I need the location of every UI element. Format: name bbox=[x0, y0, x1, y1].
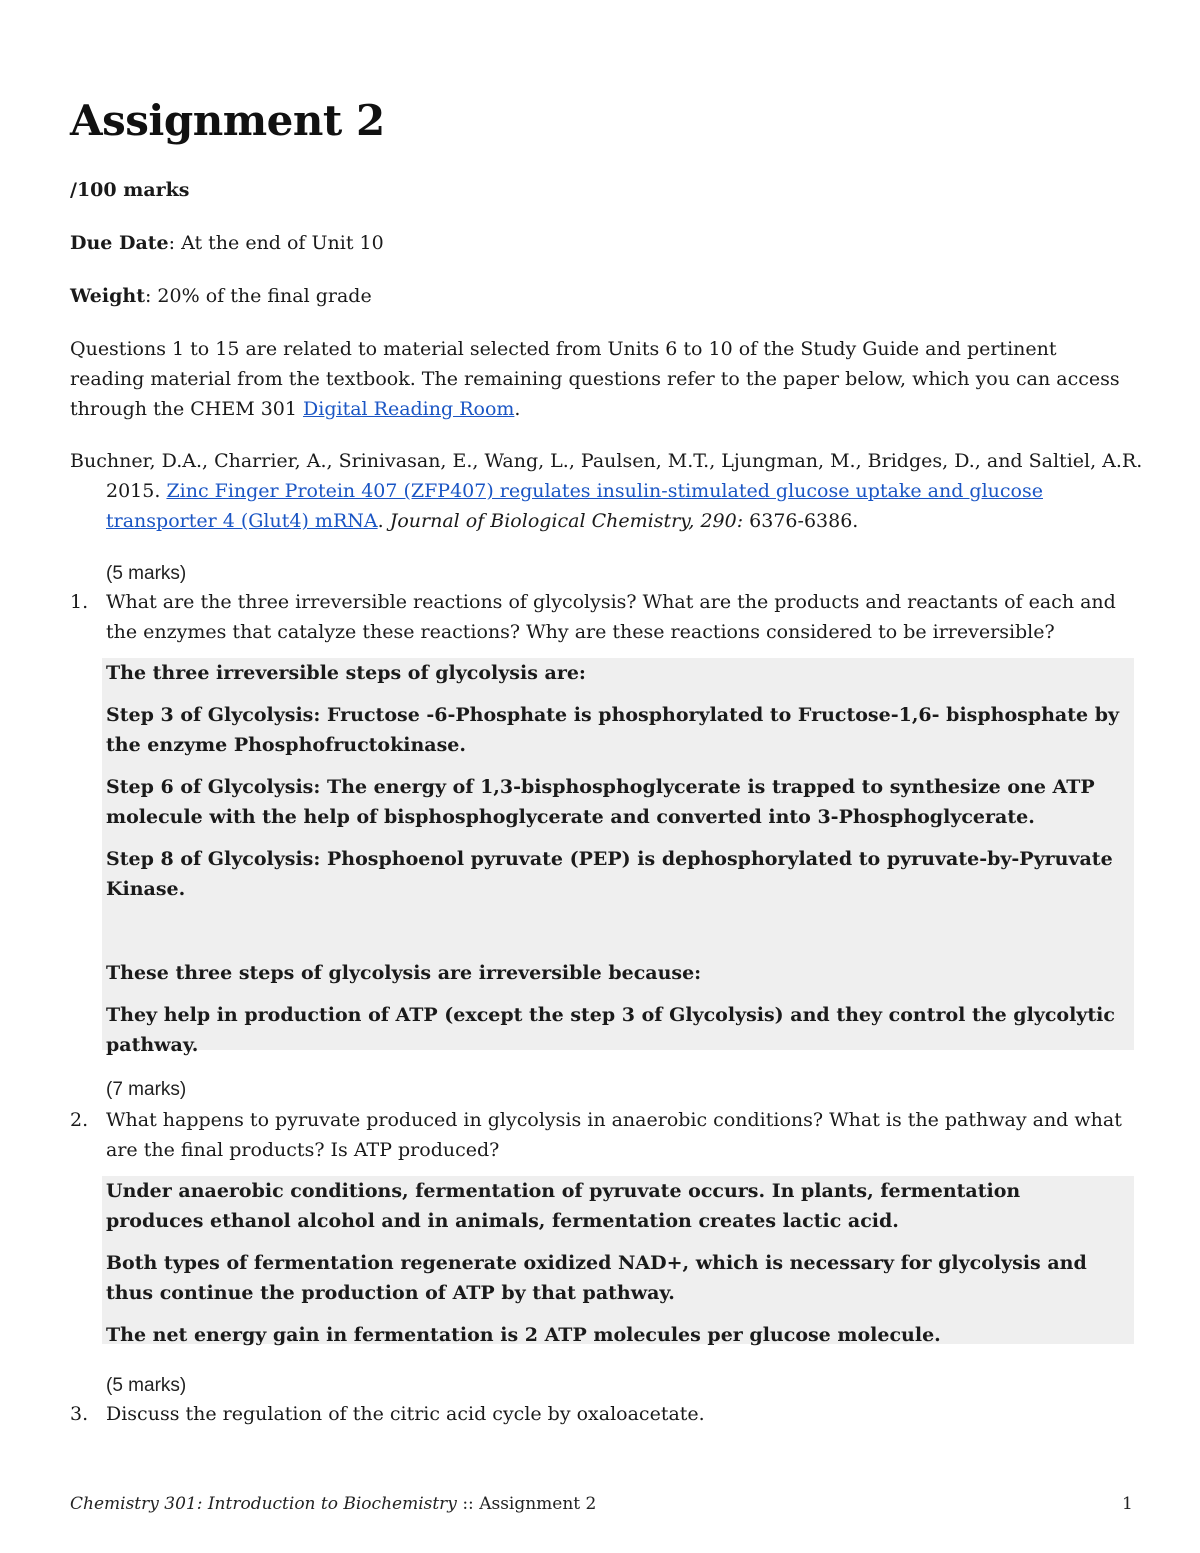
page-number: 1 bbox=[1122, 1494, 1133, 1514]
question-2-number: 2. bbox=[70, 1109, 89, 1131]
due-date-line bbox=[70, 228, 384, 258]
answer-1-step-6: Step 6 of Glycolysis: The energy of 1,3-bisphosphoglycerate is trapped to synthesize one ATP molecule with the help of bisphosphoglycerate and converted into 3-Phosphoglycerate. bbox=[106, 776, 1095, 828]
question-1-number: 1. bbox=[70, 591, 89, 613]
citation-journal: Journal of Biological Chemistry, 290: bbox=[389, 510, 744, 532]
question-3-text: Discuss the regulation of the citric acid cycle by oxaloacetate. bbox=[106, 1403, 705, 1425]
answer-1-intro: The three irreversible steps of glycolysis are: bbox=[106, 662, 586, 684]
question-1-text: What are the three irreversible reactions of glycolysis? What are the products and reactants of each and the enzymes that catalyze these reactions? Why are these reactions considered to be irreversible? bbox=[106, 591, 1116, 643]
answer-1-reason-heading: These three steps of glycolysis are irreversible because: bbox=[106, 962, 702, 984]
question-1-answer bbox=[102, 658, 1134, 1056]
citation-after-link: . bbox=[377, 510, 390, 532]
footer-course: Chemistry 301: Introduction to Biochemistry bbox=[70, 1494, 457, 1514]
intro-end: . bbox=[514, 398, 521, 420]
footer-assignment: Assignment 2 bbox=[479, 1494, 597, 1514]
answer-1-blank bbox=[106, 916, 1134, 946]
question-2-answer bbox=[102, 1176, 1134, 1344]
citation-authors: Buchner, D.A., Charrier, A., Srinivasan, E., Wang, L., Paulsen, M.T., Ljungman, M., Bridges, D., and Saltiel, A.R. 2015. bbox=[70, 450, 1143, 502]
weight-label: Weight bbox=[70, 285, 145, 307]
answer-2-nad: Both types of fermentation regenerate oxidized NAD+, which is necessary for glycolysis and thus continue the production of ATP by that pathway. bbox=[106, 1252, 1087, 1304]
answer-2-net-energy: The net energy gain in fermentation is 2 ATP molecules per glucose molecule. bbox=[106, 1324, 941, 1346]
answer-1-step-8: Step 8 of Glycolysis: Phosphoenol pyruvate (PEP) is dephosphorylated to pyruvate-by-Pyruvate Kinase. bbox=[106, 848, 1113, 900]
citation bbox=[70, 446, 1146, 536]
answer-1-step-3: Step 3 of Glycolysis: Fructose -6-Phosphate is phosphorylated to Fructose-1,6- bisphosphate by the enzyme Phosphofructokinase. bbox=[106, 704, 1120, 756]
answer-2-fermentation: Under anaerobic conditions, fermentation of pyruvate occurs. In plants, fermentation produces ethanol alcohol and in animals, fermentation creates lactic acid. bbox=[106, 1180, 1021, 1232]
question-2-marks: (7 marks) bbox=[106, 1079, 187, 1100]
intro-text: Questions 1 to 15 are related to material selected from Units 6 to 10 of the Study Guide and pertinent reading material from the textbook. The remaining questions refer to the paper below, which you can access through the CHEM 301 bbox=[70, 338, 1120, 420]
weight-line bbox=[70, 281, 372, 311]
page-footer bbox=[70, 1494, 596, 1514]
question-3-number: 3. bbox=[70, 1403, 89, 1425]
intro-paragraph bbox=[70, 334, 1130, 424]
weight-value: : 20% of the final grade bbox=[144, 285, 372, 307]
question-3-marks: (5 marks) bbox=[106, 1375, 187, 1396]
due-date-label: Due Date bbox=[70, 232, 169, 254]
answer-1-reason: They help in production of ATP (except the step 3 of Glycolysis) and they control the glycolytic pathway. bbox=[106, 1004, 1115, 1056]
digital-reading-room-link[interactable]: Digital Reading Room bbox=[303, 398, 515, 420]
question-1-marks: (5 marks) bbox=[106, 563, 187, 584]
paper-link[interactable]: Zinc Finger Protein 407 (ZFP407) regulates insulin-stimulated glucose uptake and glucose transporter 4 (Glut4) mRNA bbox=[106, 480, 1043, 532]
question-2-text: What happens to pyruvate produced in glycolysis in anaerobic conditions? What is the pathway and what are the final products? Is ATP produced? bbox=[106, 1109, 1122, 1161]
footer-separator: :: bbox=[456, 1494, 480, 1514]
citation-pages: 6376-6386. bbox=[743, 510, 859, 532]
due-date-value: : At the end of Unit 10 bbox=[168, 232, 384, 254]
page-title: Assignment 2 bbox=[70, 96, 385, 145]
total-marks: /100 marks bbox=[70, 179, 190, 201]
